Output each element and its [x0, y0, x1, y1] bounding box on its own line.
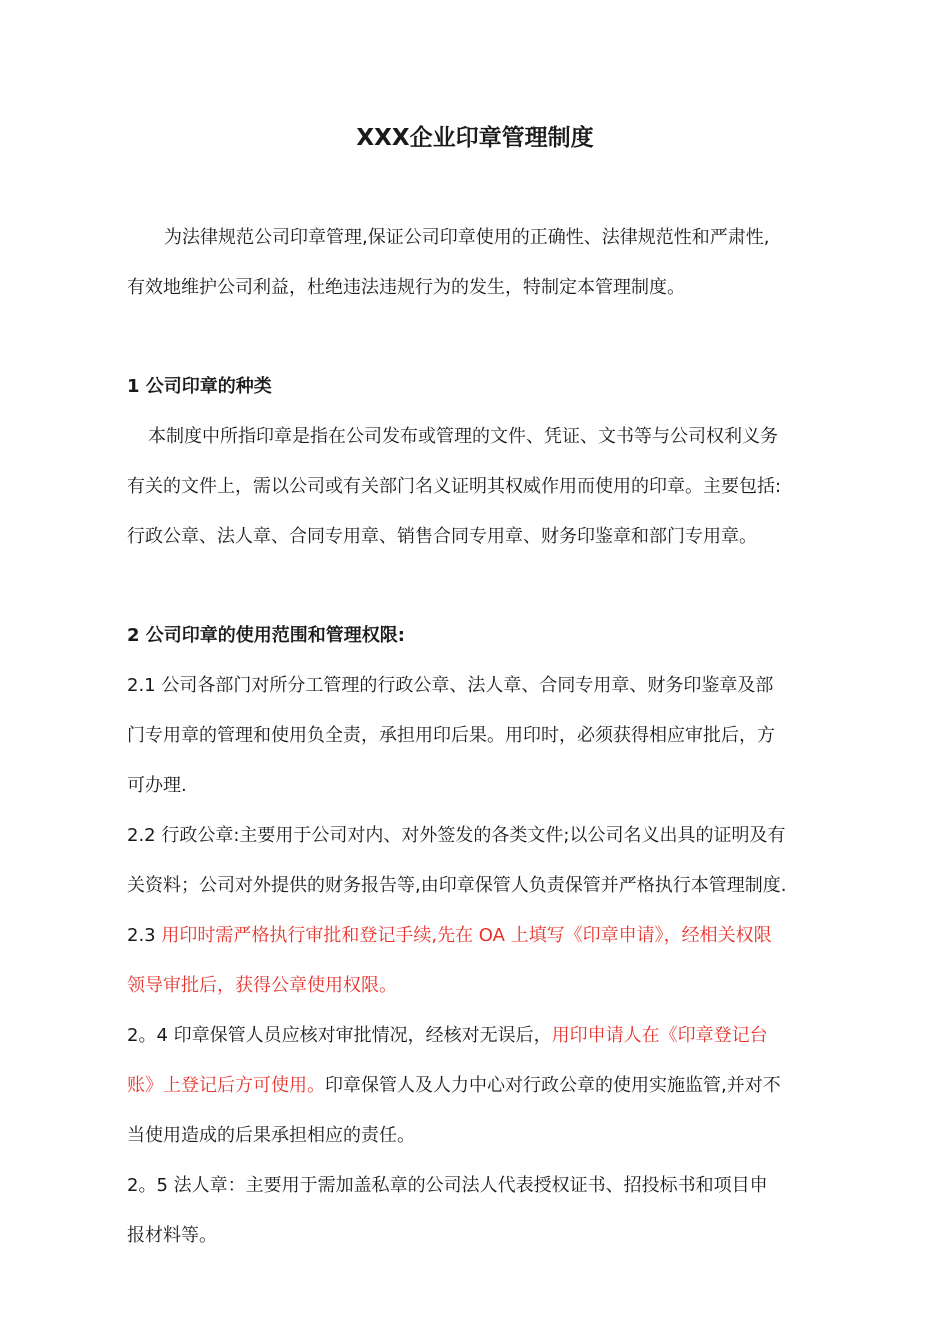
section-2-body	[127, 661, 829, 1261]
section-1-line-3: 行政公章、法人章、合同专用章、销售合同专用章、财务印鉴章和部门专用章。	[127, 526, 757, 547]
clause-2-2-line-2: 关资料；公司对外提供的财务报告等,由印章保管人负责保管并严格执行本管理制度.	[127, 875, 787, 896]
clause-2-3-highlight-2: 领导审批后，获得公章使用权限。	[127, 975, 397, 996]
clause-2-4-highlight-2: 账》上登记后方可使用。	[127, 1075, 325, 1096]
intro-line-1: 为法律规范公司印章管理,保证公司印章使用的正确性、法律规范性和严肃性,	[164, 227, 770, 248]
clause-2-3-number: 2.3	[127, 925, 162, 946]
clause-2-4-highlight-1: 用印申请人在《印章登记台	[551, 1025, 768, 1046]
section-1-paragraph	[127, 412, 829, 562]
clause-2-5	[127, 1161, 829, 1261]
clause-2-4-line-2	[127, 1061, 829, 1111]
clause-2-4-text-1: 2。4 印章保管人员应核对审批情况，经核对无误后，	[127, 1025, 552, 1046]
intro-line-2: 有效地维护公司利益，杜绝违法违规行为的发生，特制定本管理制度。	[127, 277, 685, 298]
clause-2-4-text-2: 印章保管人及人力中心对行政公章的使用实施监管,并对不	[325, 1075, 781, 1096]
section-1-line-2: 有关的文件上，需以公司或有关部门名义证明其权威作用而使用的印章。主要包括:	[127, 476, 782, 497]
section-1-line-1: 本制度中所指印章是指在公司发布或管理的文件、凭证、文书等与公司权利义务	[148, 426, 778, 447]
section-2-heading: 2 公司印章的使用范围和管理权限:	[127, 625, 405, 646]
clause-2-1	[127, 661, 829, 811]
clause-2-3-highlight-1: 用印时需严格执行审批和登记手续,先在 OA 上填写《印章申请》，经相关权限	[161, 925, 772, 946]
section-1-heading: 1 公司印章的种类	[127, 376, 272, 397]
clause-2-2-line-1: 2.2 行政公章:主要用于公司对内、对外签发的各类文件;以公司名义出具的证明及有	[127, 825, 786, 846]
clause-2-4-line-3: 当使用造成的后果承担相应的责任。	[127, 1125, 415, 1146]
clause-2-3-line-1	[127, 911, 829, 961]
clause-2-4-line-1	[127, 1011, 829, 1061]
clause-2-5-line-1: 2。5 法人章：主要用于需加盖私章的公司法人代表授权证书、招投标书和项目申	[127, 1175, 768, 1196]
clause-2-1-line-1: 2.1 公司各部门对所分工管理的行政公章、法人章、合同专用章、财务印鉴章及部	[127, 675, 774, 696]
clause-2-3	[127, 911, 829, 1011]
clause-2-1-line-3: 可办理.	[127, 775, 187, 796]
intro-paragraph	[127, 213, 829, 313]
document-title: XXX企业印章管理制度	[356, 125, 594, 151]
clause-2-5-line-2: 报材料等。	[127, 1225, 217, 1246]
clause-2-2	[127, 811, 829, 911]
clause-2-4	[127, 1011, 829, 1161]
clause-2-1-line-2: 门专用章的管理和使用负全责，承担用印后果。用印时，必须获得相应审批后，方	[127, 725, 775, 746]
